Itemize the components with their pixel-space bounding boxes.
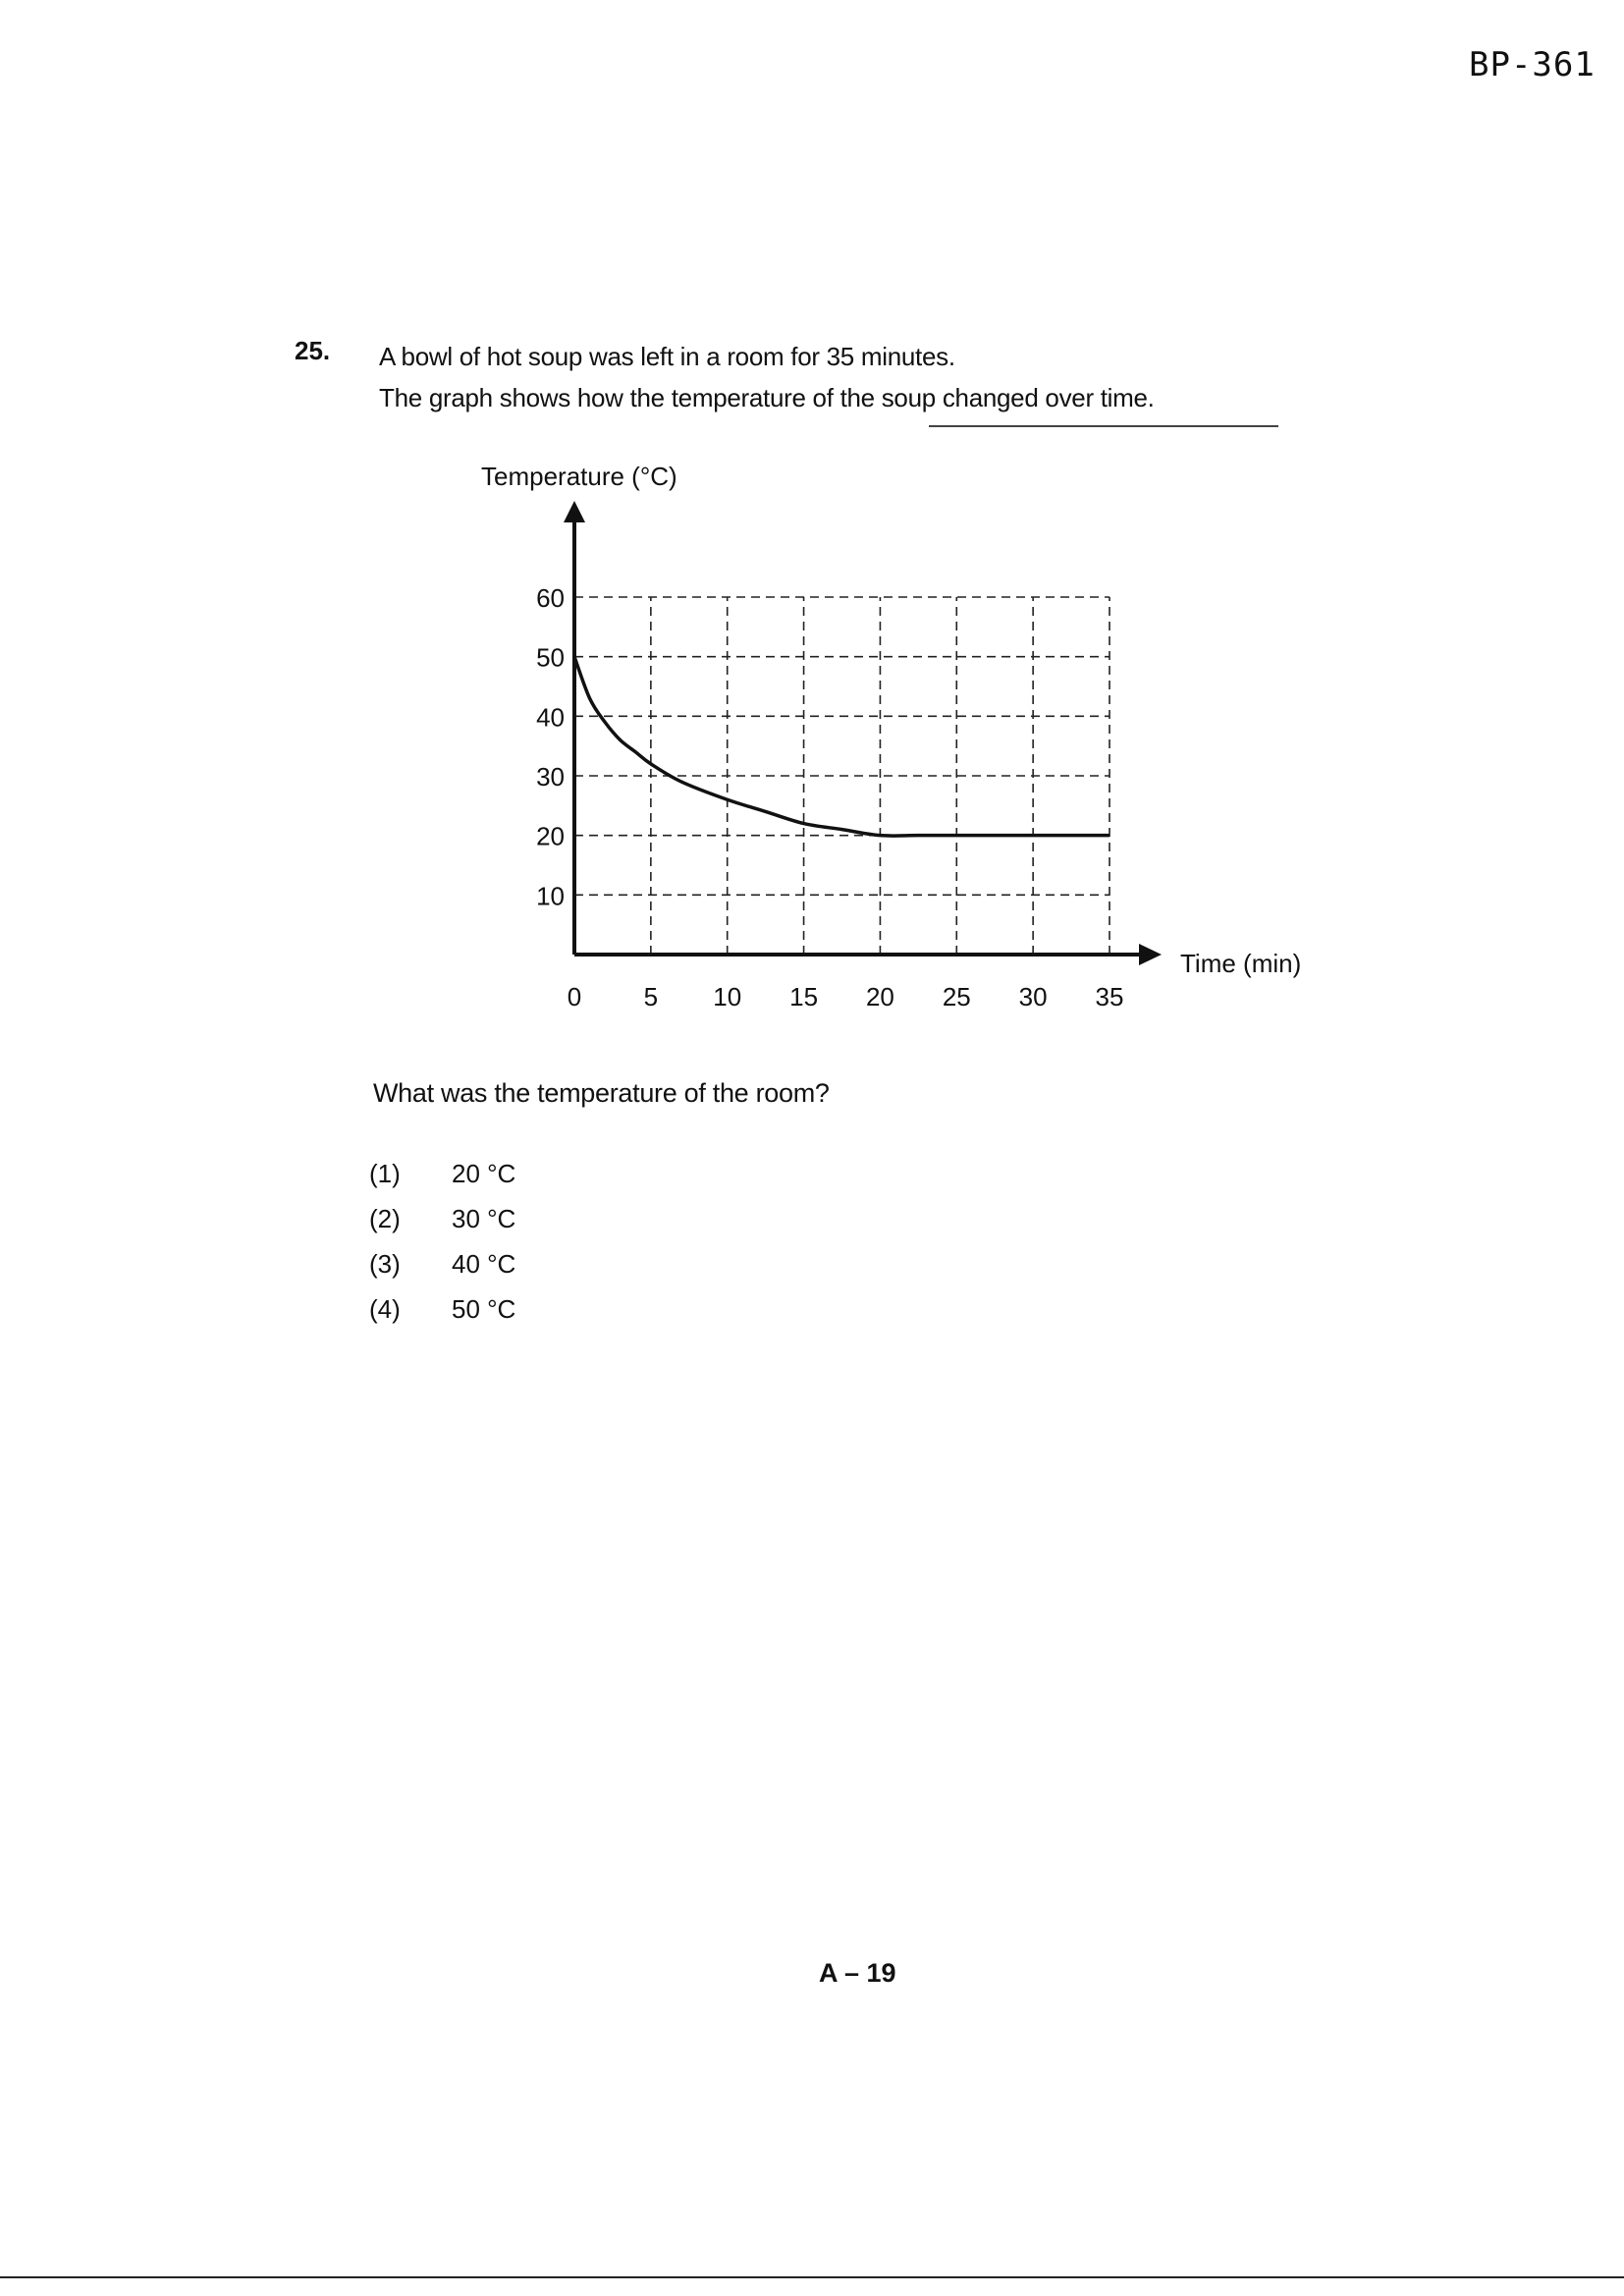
question-number: 25. <box>295 336 331 365</box>
option-number: (1) <box>369 1159 401 1188</box>
y-tick-label: 10 <box>536 881 565 911</box>
x-tick-label: 25 <box>942 982 971 1011</box>
option-text: 30 °C <box>452 1204 516 1233</box>
x-tick-label: 0 <box>567 982 582 1011</box>
series-line <box>574 657 1110 836</box>
stem-line-1: A bowl of hot soup was left in a room for 35 minutes. <box>379 342 955 371</box>
y-tick-label: 20 <box>536 821 565 851</box>
y-axis-label: Temperature (°C) <box>481 462 677 491</box>
option-number: (3) <box>369 1249 401 1279</box>
bottom-rule <box>0 2276 1624 2278</box>
answer-option <box>369 1196 515 1241</box>
answer-option <box>369 1241 515 1286</box>
x-tick-label: 10 <box>713 982 742 1011</box>
option-number: (2) <box>369 1204 401 1233</box>
option-text: 50 °C <box>452 1294 516 1324</box>
x-tick-label: 15 <box>789 982 819 1011</box>
y-tick-label: 60 <box>536 583 565 613</box>
x-tick-label: 30 <box>1018 982 1048 1011</box>
temperature-time-chart <box>461 442 1345 1031</box>
y-tick-label: 50 <box>536 642 565 673</box>
answer-option <box>369 1286 515 1332</box>
x-tick-label: 35 <box>1095 982 1124 1011</box>
x-axis-label: Time (min) <box>1180 949 1302 978</box>
option-number: (4) <box>369 1294 401 1324</box>
page-number: A – 19 <box>819 1958 896 1988</box>
x-tick-label: 20 <box>865 982 894 1011</box>
option-text: 20 °C <box>452 1159 516 1188</box>
answer-options <box>369 1151 515 1332</box>
y-axis-arrow-icon <box>564 501 585 522</box>
question-prompt: What was the temperature of the room? <box>373 1078 830 1108</box>
x-axis-arrow-icon <box>1139 944 1162 965</box>
question-stem <box>379 336 1155 418</box>
y-tick-label: 40 <box>536 702 565 733</box>
option-text: 40 °C <box>452 1249 516 1279</box>
x-tick-label: 5 <box>643 982 659 1011</box>
answer-option <box>369 1151 515 1196</box>
pen-underline <box>929 425 1278 427</box>
stem-line-2: The graph shows how the temperature of the soup changed over time. <box>379 383 1155 412</box>
y-tick-label: 30 <box>536 762 565 792</box>
exam-code: BP-361 <box>1469 45 1596 84</box>
